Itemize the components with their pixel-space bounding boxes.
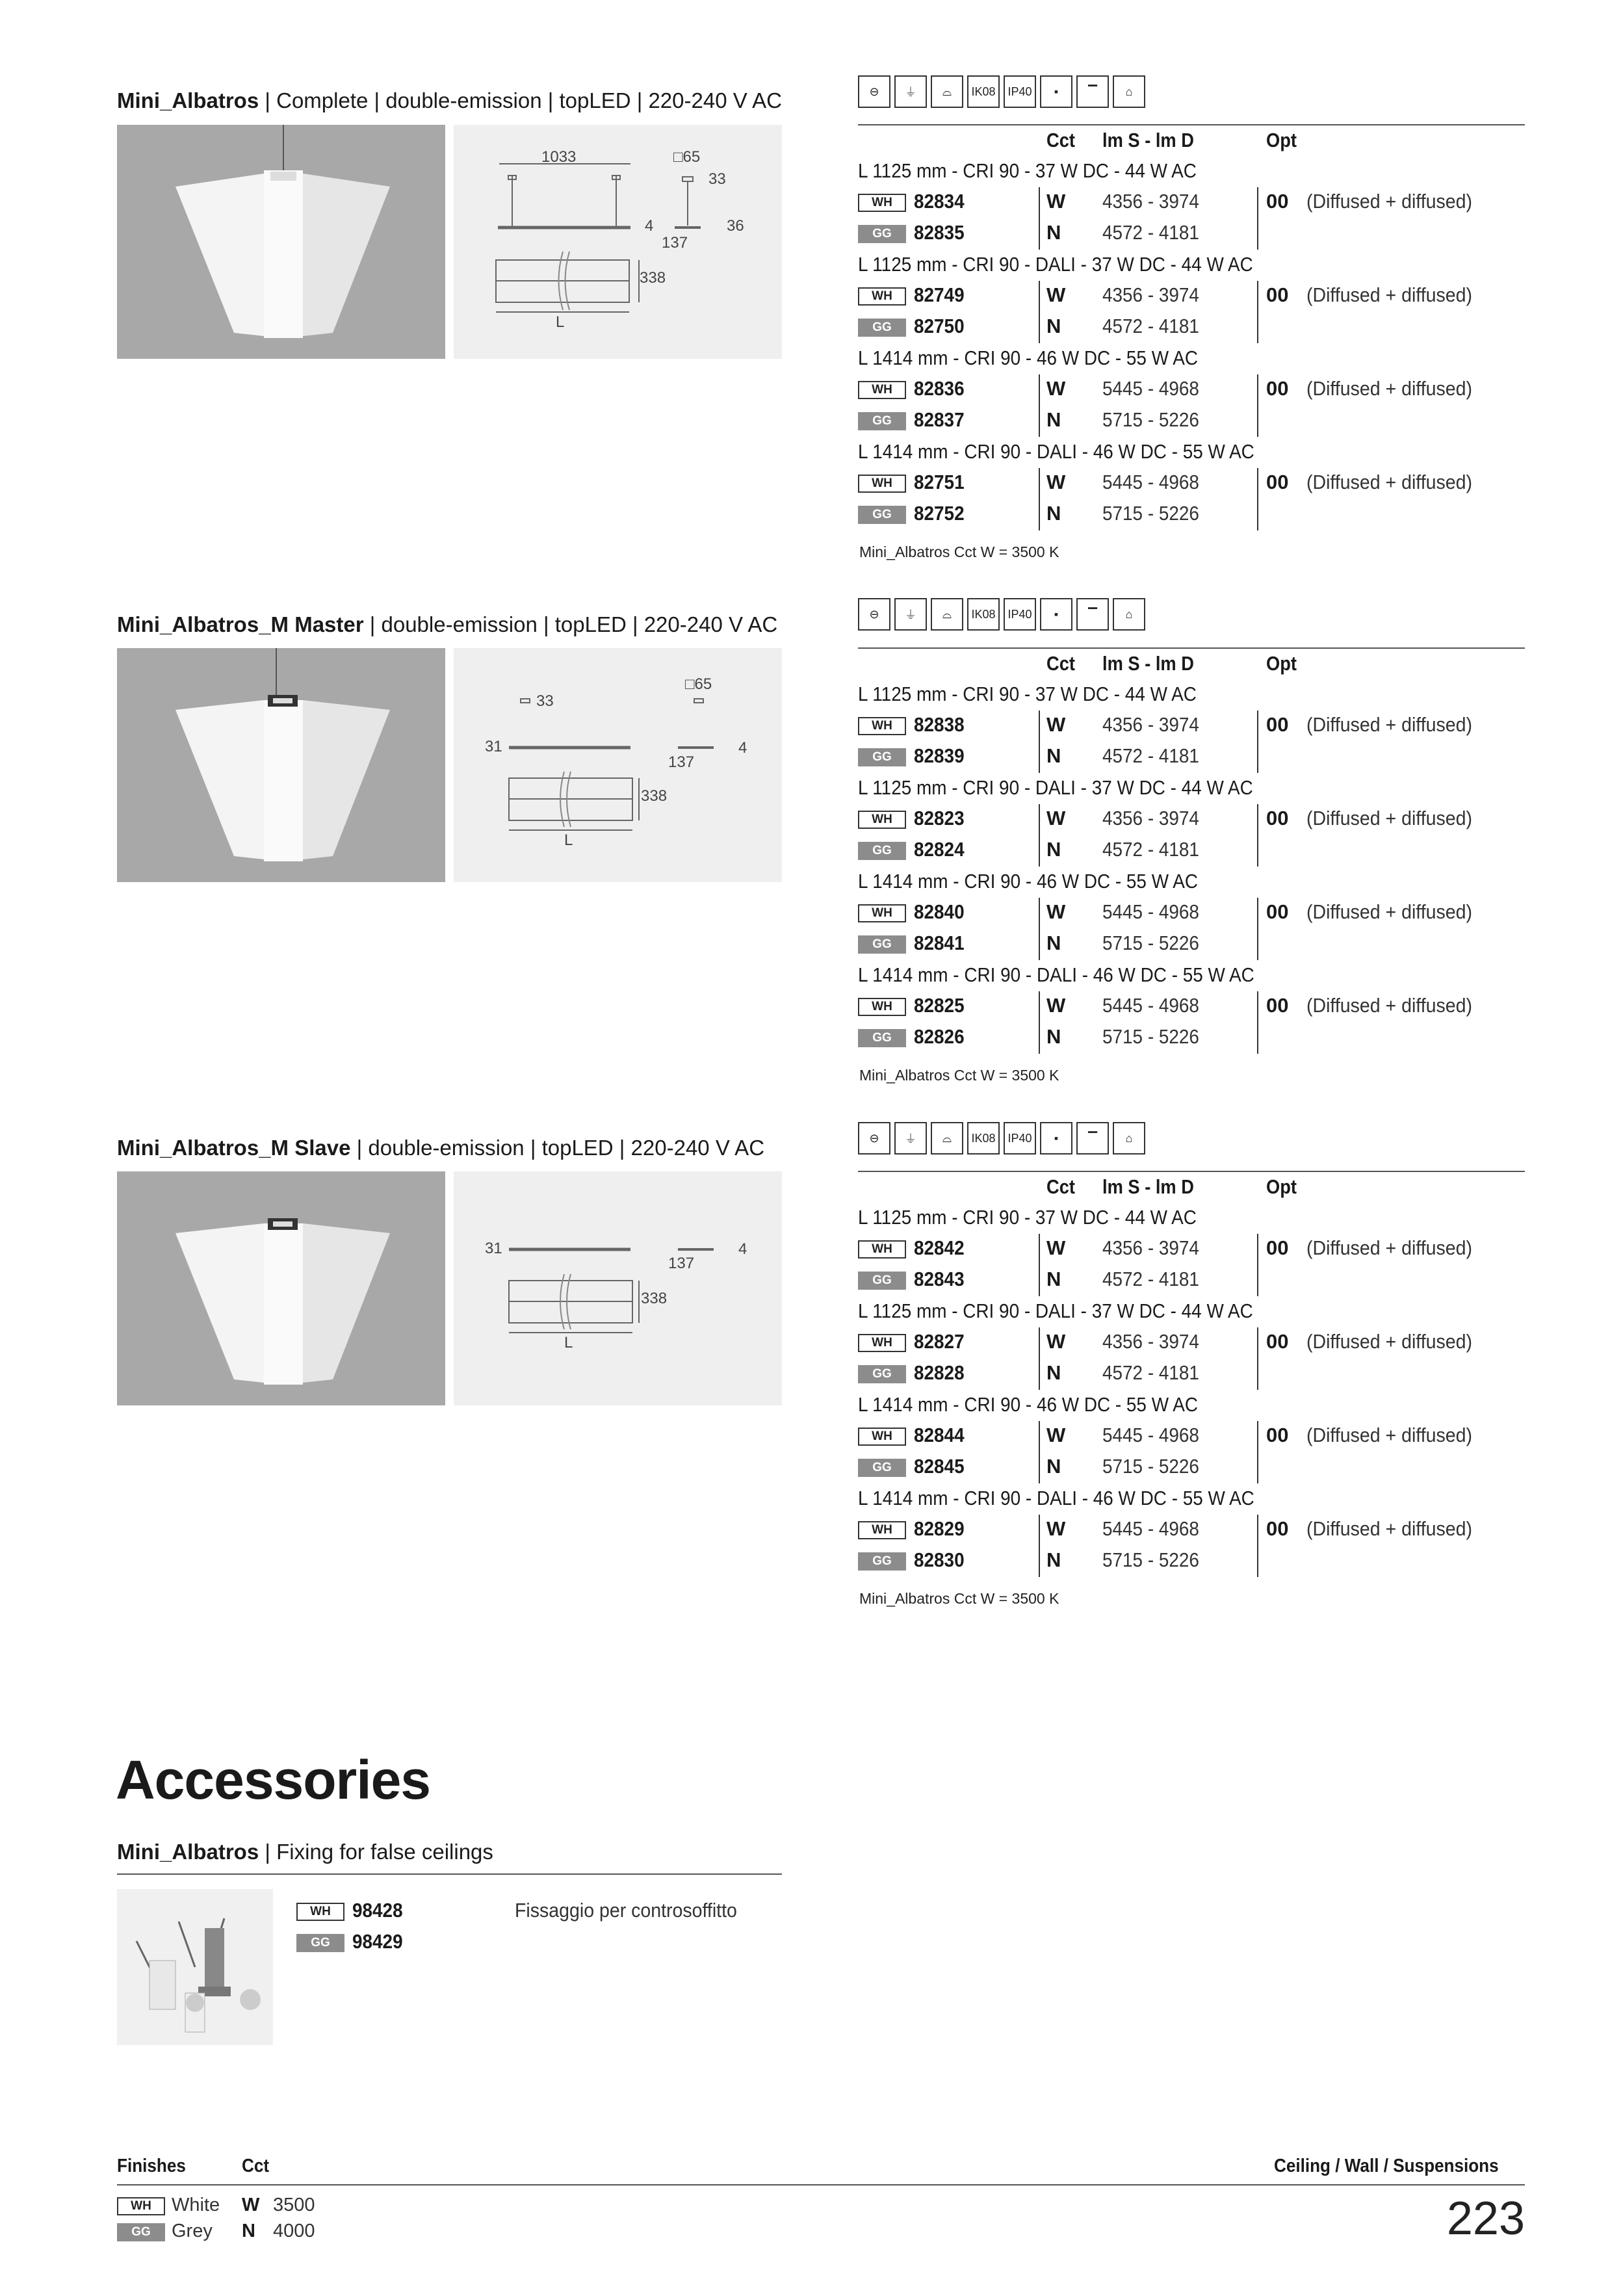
- product-photo: [117, 1171, 445, 1405]
- table-row: WH 82842 W 4356 - 3974 00 (Diffused + diffused): [858, 1234, 1525, 1265]
- table-row: WH 82836 W 5445 - 4968 00 (Diffused + diffused): [858, 374, 1525, 406]
- table-row: WH 82751 W 5445 - 4968 00 (Diffused + diffused): [858, 468, 1525, 499]
- table-row: WH 82829 W 5445 - 4968 00 (Diffused + diffused): [858, 1515, 1525, 1546]
- config-label: L 1414 mm - CRI 90 - DALI - 46 W DC - 55 W AC: [858, 963, 1254, 986]
- dim-canopy: 33: [536, 692, 554, 710]
- section-title: Accessories: [116, 1749, 431, 1810]
- table-row: WH 82827 W 4356 - 3974 00 (Diffused + diffused): [858, 1327, 1525, 1359]
- table-row: GG 82828 N 4572 - 4181: [858, 1359, 1525, 1390]
- product-title: Mini_Albatros_M Slave | double-emission | topLED | 220-240 V AC: [117, 1136, 765, 1160]
- dim-width: 338: [641, 1290, 668, 1307]
- divider: [117, 2184, 1525, 2185]
- no-fire-icon: ⌂: [1113, 1122, 1145, 1155]
- earth-icon: ⏚: [894, 1122, 927, 1155]
- cct-note: Mini_Albatros Cct W = 3500 K: [859, 1067, 1059, 1084]
- table-row: GG 82752 N 5715 - 5226: [858, 499, 1525, 530]
- feature-icons: [858, 598, 1145, 632]
- dim-section: □65: [673, 148, 701, 166]
- section-name: Ceiling / Wall / Suspensions: [1274, 2156, 1499, 2176]
- light-up-icon: ▔: [1076, 1122, 1109, 1155]
- cut-out-icon: ⊖: [858, 75, 890, 108]
- table-row: GG 82835 N 4572 - 4181: [858, 218, 1525, 250]
- dim-thickness: 4: [645, 217, 654, 235]
- dim-L: L: [564, 831, 573, 849]
- dim-thickness: 4: [738, 739, 747, 757]
- ik-rating-icon: IK08: [967, 1122, 1000, 1155]
- cct-note: Mini_Albatros Cct W = 3500 K: [859, 1590, 1059, 1607]
- table-header: Cct lm S - lm D Opt: [1046, 1175, 1297, 1198]
- dim-height: 31: [485, 738, 502, 755]
- feature-icons: [858, 1122, 1145, 1156]
- config-label: L 1125 mm - CRI 90 - 37 W DC - 44 W AC: [858, 683, 1197, 705]
- ip-rating-icon: IP40: [1004, 1122, 1036, 1155]
- table-row: GG 82837 N 5715 - 5226: [858, 406, 1525, 437]
- no-fire-icon: ⌂: [1113, 75, 1145, 108]
- finish-legend-row: WH White W 3500: [117, 2193, 377, 2219]
- divider: [858, 124, 1525, 125]
- cct-note: Mini_Albatros Cct W = 3500 K: [859, 543, 1059, 560]
- light-up-icon: ▔: [1076, 75, 1109, 108]
- finishes-label: Finishes: [117, 2156, 186, 2176]
- accessory-photo: [117, 1889, 273, 2045]
- table-row: GG 82845 N 5715 - 5226: [858, 1452, 1525, 1483]
- ik-rating-icon: IK08: [967, 598, 1000, 631]
- ik-rating-icon: IK08: [967, 75, 1000, 108]
- dim-L: L: [564, 1334, 573, 1351]
- divider: [858, 647, 1525, 649]
- dim-height: 31: [485, 1240, 502, 1257]
- config-label: L 1125 mm - CRI 90 - 37 W DC - 44 W AC: [858, 159, 1197, 182]
- dim-depth: 137: [662, 234, 688, 252]
- table-row: WH 82823 W 4356 - 3974 00 (Diffused + diffused): [858, 804, 1525, 835]
- no-fire-icon: ⌂: [1113, 598, 1145, 631]
- technical-drawing: [454, 1171, 782, 1405]
- table-row: GG 82841 N 5715 - 5226: [858, 929, 1525, 960]
- table-header: Cct lm S - lm D Opt: [1046, 652, 1297, 675]
- dim-depth: 137: [668, 753, 695, 771]
- feature-icons: [858, 75, 1145, 109]
- dim-depth: 137: [668, 1255, 695, 1272]
- table-header: Cct lm S - lm D Opt: [1046, 129, 1297, 151]
- table-row: GG 82843 N 4572 - 4181: [858, 1265, 1525, 1296]
- dim-length: 1033: [541, 148, 577, 166]
- dim-width: 338: [640, 269, 666, 287]
- cut-out-icon: ⊖: [858, 1122, 890, 1155]
- ip-rating-icon: IP40: [1004, 598, 1036, 631]
- config-label: L 1414 mm - CRI 90 - 46 W DC - 55 W AC: [858, 870, 1199, 893]
- flat-surface-icon: ⌓: [931, 598, 963, 631]
- config-label: L 1125 mm - CRI 90 - DALI - 37 W DC - 44 W AC: [858, 1299, 1253, 1322]
- product-photo: [117, 648, 445, 882]
- divider: [117, 1873, 782, 1875]
- cut-out-icon: ⊖: [858, 598, 890, 631]
- light-down-icon: ▪: [1040, 75, 1072, 108]
- table-row: WH 82838 W 4356 - 3974 00 (Diffused + diffused): [858, 711, 1525, 742]
- table-row: WH 82825 W 5445 - 4968 00 (Diffused + diffused): [858, 991, 1525, 1023]
- table-row: GG 82839 N 4572 - 4181: [858, 742, 1525, 773]
- finish-legend-row: GG Grey N 4000: [117, 2219, 377, 2245]
- table-row: WH 82834 W 4356 - 3974 00 (Diffused + diffused): [858, 187, 1525, 218]
- table-row: WH 82749 W 4356 - 3974 00 (Diffused + diffused): [858, 281, 1525, 312]
- config-label: L 1414 mm - CRI 90 - 46 W DC - 55 W AC: [858, 1393, 1199, 1416]
- table-row: GG 82830 N 5715 - 5226: [858, 1546, 1525, 1577]
- config-label: L 1125 mm - CRI 90 - 37 W DC - 44 W AC: [858, 1206, 1197, 1229]
- flat-surface-icon: ⌓: [931, 75, 963, 108]
- config-label: L 1125 mm - CRI 90 - DALI - 37 W DC - 44 W AC: [858, 776, 1253, 799]
- config-label: L 1125 mm - CRI 90 - DALI - 37 W DC - 44 W AC: [858, 253, 1253, 276]
- technical-drawing: [454, 125, 782, 359]
- list-item: GG 98429: [296, 1930, 751, 1959]
- light-up-icon: ▔: [1076, 598, 1109, 631]
- config-label: L 1414 mm - CRI 90 - DALI - 46 W DC - 55 W AC: [858, 440, 1254, 463]
- page-number: 223: [1446, 2193, 1525, 2245]
- table-row: GG 82750 N 4572 - 4181: [858, 312, 1525, 343]
- light-down-icon: ▪: [1040, 598, 1072, 631]
- config-label: L 1414 mm - CRI 90 - 46 W DC - 55 W AC: [858, 346, 1199, 369]
- table-row: WH 82840 W 5445 - 4968 00 (Diffused + diffused): [858, 898, 1525, 929]
- config-label: L 1414 mm - CRI 90 - DALI - 46 W DC - 55 W AC: [858, 1487, 1254, 1509]
- product-photo: [117, 125, 445, 359]
- dim-height: 36: [727, 217, 744, 235]
- dim-width: 338: [641, 787, 668, 805]
- cct-label: Cct: [242, 2156, 270, 2176]
- table-row: GG 82826 N 5715 - 5226: [858, 1023, 1525, 1054]
- list-item: WH 98428: [296, 1899, 751, 1927]
- ip-rating-icon: IP40: [1004, 75, 1036, 108]
- dim-section: □65: [685, 675, 712, 693]
- accessory-description: Fissaggio per controsoffitto: [515, 1899, 737, 1922]
- divider: [858, 1171, 1525, 1172]
- table-row: WH 82844 W 5445 - 4968 00 (Diffused + diffused): [858, 1421, 1525, 1452]
- light-down-icon: ▪: [1040, 1122, 1072, 1155]
- product-title: Mini_Albatros_M Master | double-emission | topLED | 220-240 V AC: [117, 612, 778, 636]
- dim-L: L: [556, 313, 565, 331]
- technical-drawing: [454, 648, 782, 882]
- product-title: Mini_Albatros | Complete | double-emission | topLED | 220-240 V AC: [117, 88, 782, 112]
- earth-icon: ⏚: [894, 75, 927, 108]
- earth-icon: ⏚: [894, 598, 927, 631]
- flat-surface-icon: ⌓: [931, 1122, 963, 1155]
- dim-thickness: 4: [738, 1240, 747, 1258]
- table-row: GG 82824 N 4572 - 4181: [858, 835, 1525, 867]
- accessory-title: Mini_Albatros | Fixing for false ceilings: [117, 1840, 493, 1864]
- dim-canopy: 33: [708, 170, 726, 188]
